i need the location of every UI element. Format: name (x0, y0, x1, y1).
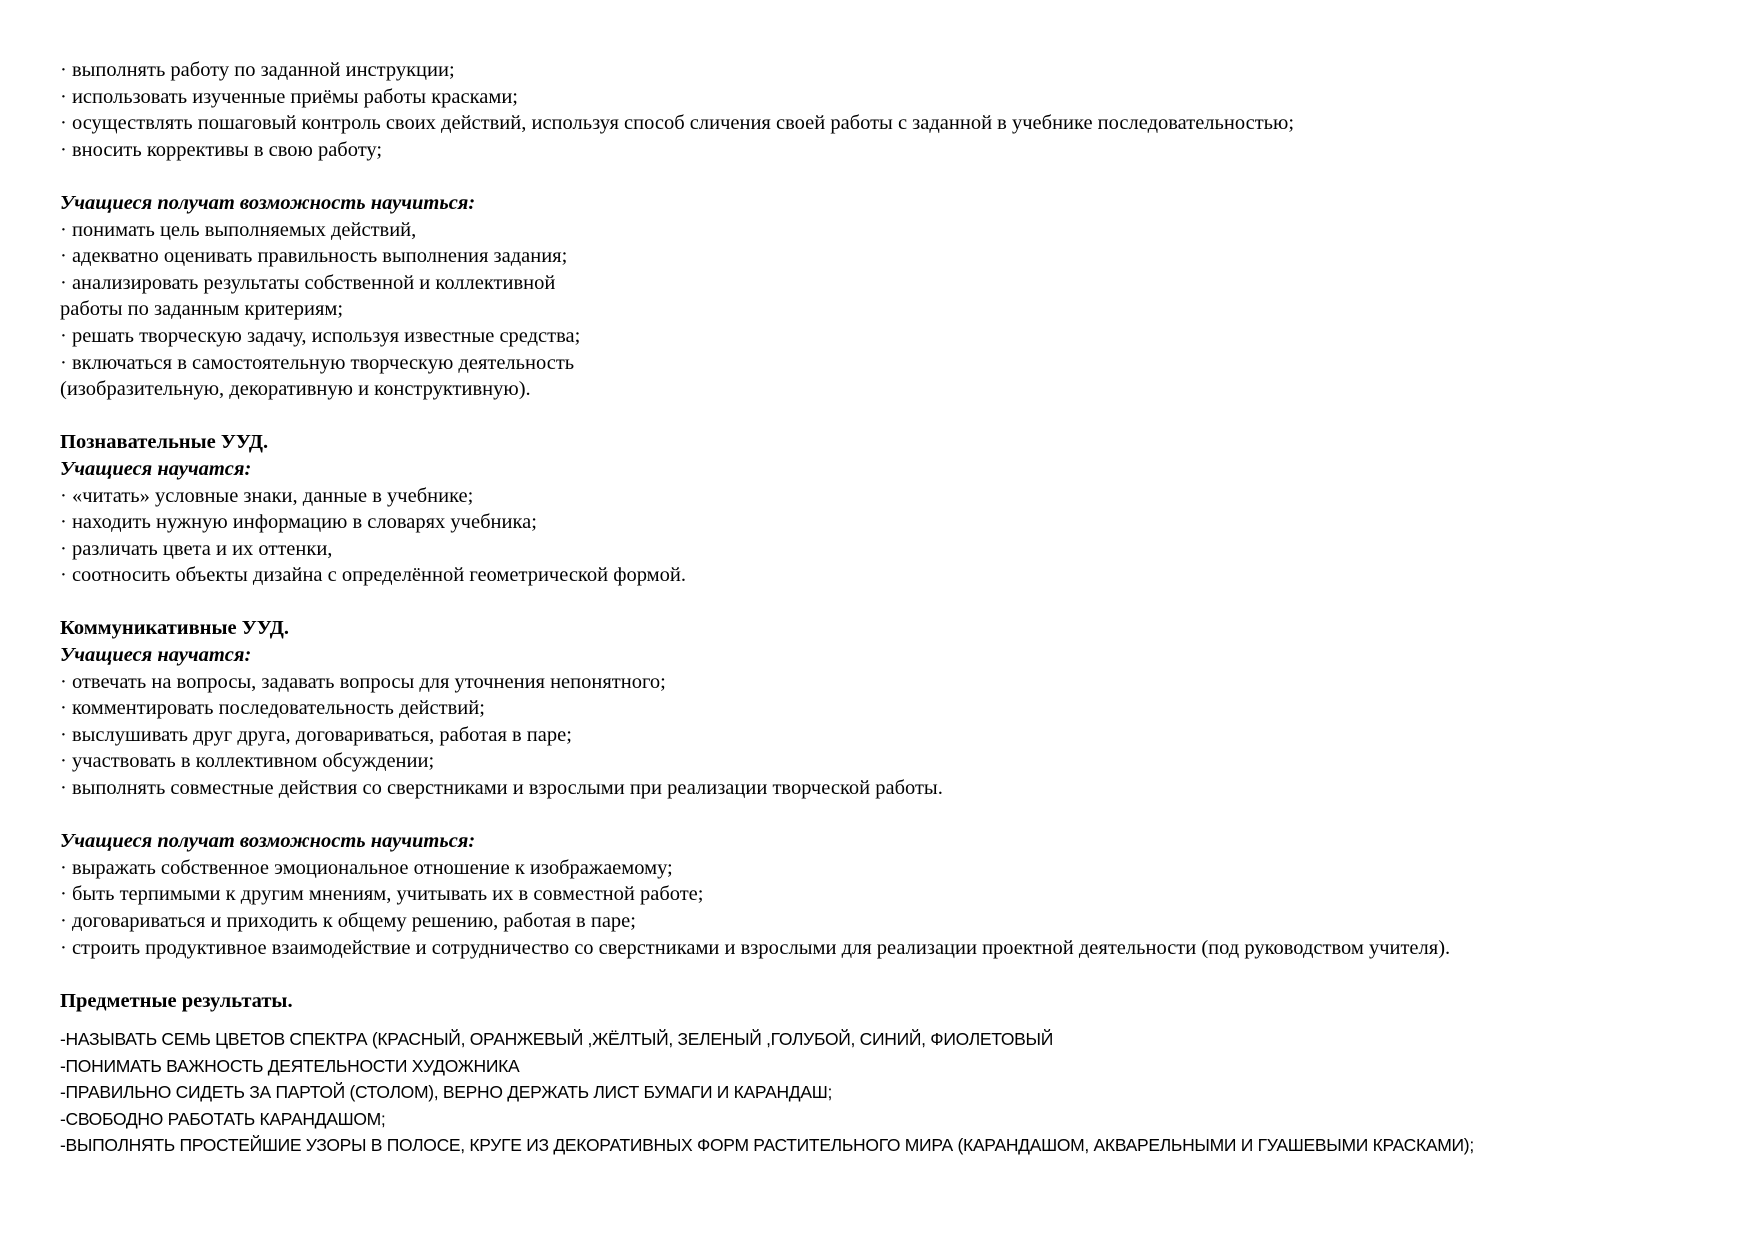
list-item: · понимать цель выполняемых действий, (60, 218, 417, 241)
section-title: Коммуникативные УУД. (60, 617, 289, 640)
list-item: · осуществлять пошаговый контроль своих действий, используя способ сличения своей работы с заданной в учебнике последовательностью; (60, 112, 1295, 135)
section-title: Предметные результаты. (60, 989, 293, 1012)
list-item: · решать творческую задачу, используя известные средства; (60, 324, 581, 347)
list-item: -СВОБОДНО РАБОТАТЬ КАРАНДАШОМ; (60, 1108, 386, 1129)
section-subheading: Учащиеся научатся: (60, 644, 252, 667)
regulative-list (60, 57, 1700, 163)
communicative-section (60, 615, 1700, 801)
document-page (60, 57, 1700, 1158)
list-item: (изобразительную, декоративную и конструктивную). (60, 378, 531, 401)
list-item: · быть терпимыми к другим мнениям, учитывать их в совместной работе; (60, 883, 704, 906)
spacer (60, 589, 1700, 616)
list-item: · анализировать результаты собственной и коллективной (60, 271, 556, 294)
list-item: · включаться в самостоятельную творческую деятельность (60, 351, 575, 374)
list-item: · адекватно оценивать правильность выполнения задания; (60, 245, 568, 268)
list-item: · находить нужную информацию в словарях учебника; (60, 511, 537, 534)
list-item: · участвовать в коллективном обсуждении; (60, 750, 435, 773)
spacer (60, 163, 1700, 190)
list-item: работы по заданным критериям; (60, 298, 344, 321)
list-item: · использовать изученные приёмы работы красками; (60, 85, 518, 108)
section-subheading: Учащиеся получат возможность научиться: (60, 191, 476, 214)
spacer (60, 961, 1700, 988)
spacer (60, 802, 1700, 829)
list-item: · выражать собственное эмоциональное отношение к изображаемому; (60, 856, 673, 879)
list-item: · различать цвета и их оттенки, (60, 537, 333, 560)
subject-results-list (60, 1026, 1700, 1158)
communicative-opportunity-section (60, 828, 1700, 961)
subject-results-section (60, 988, 1700, 1159)
list-item: · отвечать на вопросы, задавать вопросы для уточнения непонятного; (60, 670, 666, 693)
cognitive-section (60, 429, 1700, 589)
regulative-opportunity-section (60, 190, 1700, 403)
list-item: · «читать» условные знаки, данные в учебнике; (60, 484, 474, 507)
list-item: · строить продуктивное взаимодействие и сотрудничество со сверстниками и взрослыми для реализации проектной деятельности (под руководством учителя). (60, 936, 1451, 959)
list-item: -ВЫПОЛНЯТЬ ПРОСТЕЙШИЕ УЗОРЫ В ПОЛОСЕ, КРУГЕ ИЗ ДЕКОРАТИВНЫХ ФОРМ РАСТИТЕЛЬНОГО МИРА (КАРАНДАШОМ, АКВАРЕЛЬНЫМИ И ГУАШЕВЫМИ КРАСКАМИ); (60, 1134, 1474, 1155)
list-item: · договариваться и приходить к общему решению, работая в паре; (60, 910, 636, 932)
list-item: -ПРАВИЛЬНО СИДЕТЬ ЗА ПАРТОЙ (СТОЛОМ), ВЕРНО ДЕРЖАТЬ ЛИСТ БУМАГИ И КАРАНДАШ; (60, 1082, 833, 1103)
section-subheading: Учащиеся научатся: (60, 457, 252, 480)
list-item: · выполнять совместные действия со сверстниками и взрослыми при реализации творческой работы. (60, 777, 943, 800)
list-item: · комментировать последовательность действий; (60, 697, 485, 720)
list-item: · выполнять работу по заданной инструкции; (60, 59, 455, 81)
list-item: -ПОНИМАТЬ ВАЖНОСТЬ ДЕЯТЕЛЬНОСТИ ХУДОЖНИКА (60, 1055, 520, 1076)
section-subheading: Учащиеся получат возможность научиться: (60, 830, 476, 853)
section-title: Познавательные УУД. (60, 431, 269, 454)
list-item: · выслушивать друг друга, договариваться, работая в паре; (60, 723, 572, 746)
list-item: · соотносить объекты дизайна с определённой геометрической формой. (60, 564, 686, 587)
spacer (60, 403, 1700, 430)
list-item: -НАЗЫВАТЬ СЕМЬ ЦВЕТОВ СПЕКТРА (КРАСНЫЙ, ОРАНЖЕВЫЙ ,ЖЁЛТЫЙ, ЗЕЛЕНЫЙ ,ГОЛУБОЙ, СИНИЙ, ФИОЛЕТОВЫЙ (60, 1029, 1054, 1050)
list-item: · вносить коррективы в свою работу; (60, 138, 383, 161)
